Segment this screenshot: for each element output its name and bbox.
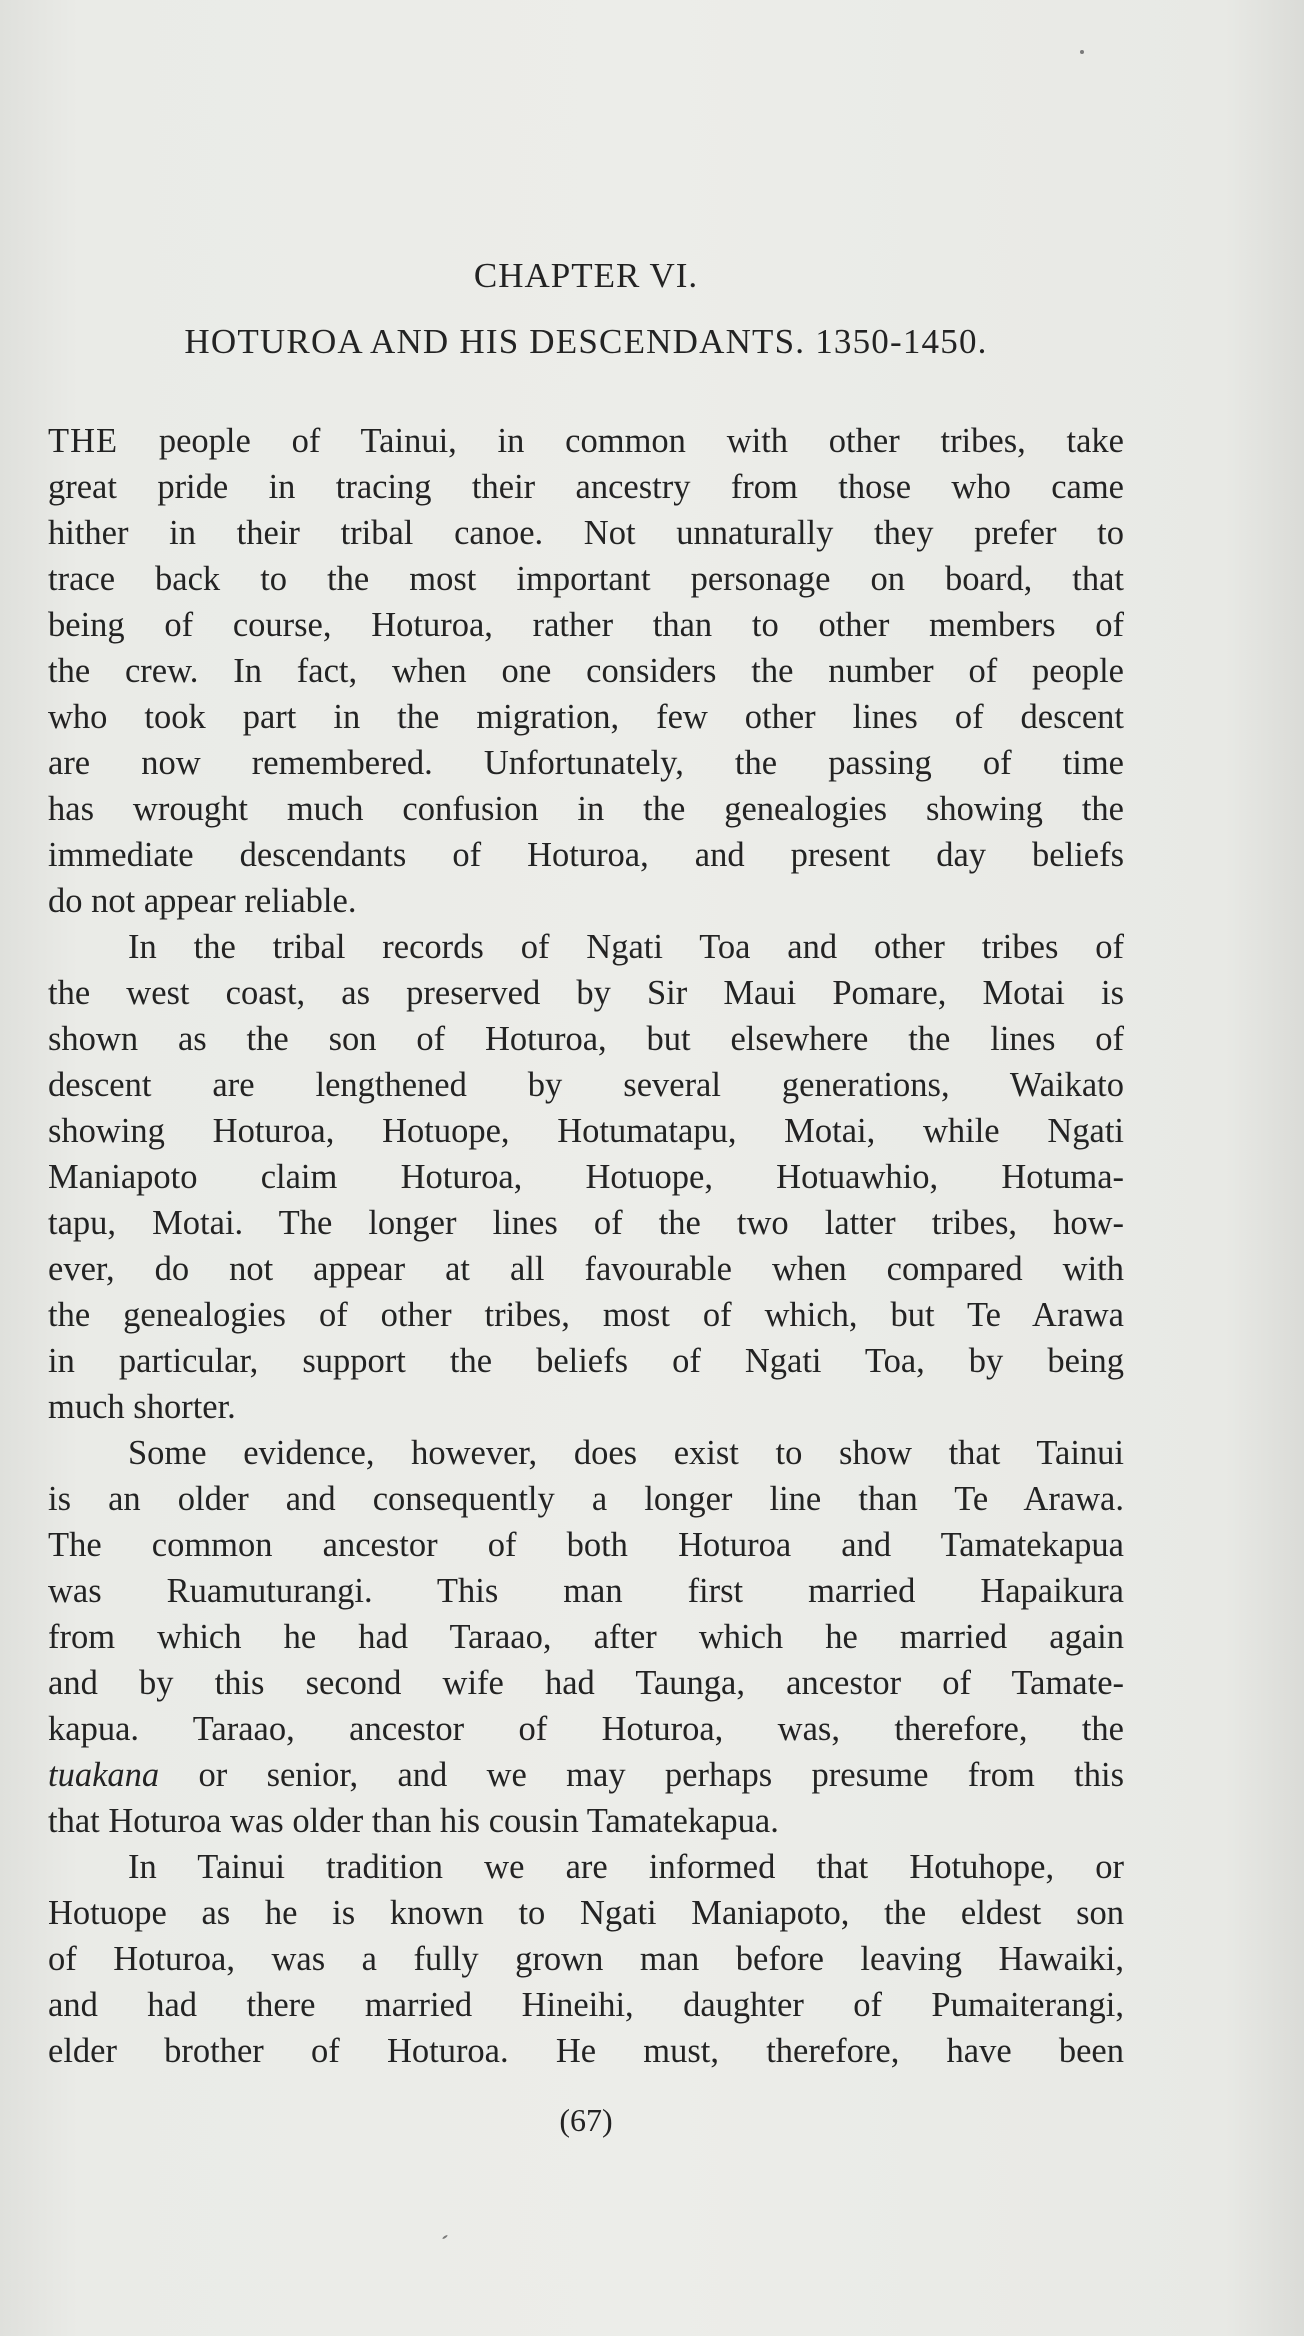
text-line: shown as the son of Hoturoa, but elsewhere the lines of xyxy=(48,1020,1124,1058)
text-line: great pride in tracing their ancestry from those who came xyxy=(48,468,1124,506)
chapter-heading: CHAPTER VI. xyxy=(473,256,699,295)
text-line: being of course, Hoturoa, rather than to other members of xyxy=(48,606,1124,644)
text-line: kapua. Taraao, ancestor of Hoturoa, was, therefore, the xyxy=(48,1710,1124,1748)
text-line: trace back to the most important personage on board, that xyxy=(48,560,1124,598)
text-line: tuakana or senior, and we may perhaps presume from this xyxy=(48,1756,1124,1794)
text-line: the genealogies of other tribes, most of which, but Te Arawa xyxy=(48,1296,1124,1334)
text-line: immediate descendants of Hoturoa, and present day beliefs xyxy=(48,836,1124,874)
text-line: THE people of Tainui, in common with other tribes, take xyxy=(48,422,1124,460)
text-line: Maniapoto claim Hoturoa, Hotuope, Hotuawhio, Hotuma- xyxy=(48,1158,1124,1196)
show-through-text xyxy=(150,40,1190,86)
text-line: has wrought much confusion in the genealogies showing the xyxy=(48,790,1124,828)
text-line: elder brother of Hoturoa. He must, therefore, have been xyxy=(48,2032,1124,2070)
text-line: the west coast, as preserved by Sir Maui Pomare, Motai is xyxy=(48,974,1124,1012)
paragraph xyxy=(48,1844,1124,2074)
paragraph xyxy=(48,418,1124,924)
paper-speck xyxy=(1080,50,1084,54)
text-line: are now remembered. Unfortunately, the passing of time xyxy=(48,744,1124,782)
text-line: is an older and consequently a longer line than Te Arawa. xyxy=(48,1480,1124,1518)
text-line: that Hoturoa was older than his cousin Tamatekapua. xyxy=(48,1802,779,1840)
text-line: and by this second wife had Taunga, ancestor of Tamate- xyxy=(48,1664,1124,1702)
paper-speck xyxy=(442,2234,448,2239)
text-line: the crew. In fact, when one considers the number of people xyxy=(48,652,1124,690)
chapter-title: HOTUROA AND HIS DESCENDANTS. 1350-1450. xyxy=(184,322,988,361)
text-line: The common ancestor of both Hoturoa and Tamatekapua xyxy=(48,1526,1124,1564)
text-line: much shorter. xyxy=(48,1388,236,1426)
text-line: of Hoturoa, was a fully grown man before leaving Hawaiki, xyxy=(48,1940,1124,1978)
text-line: do not appear reliable. xyxy=(48,882,357,920)
text-line: In Tainui tradition we are informed that Hotuhope, or xyxy=(128,1848,1124,1886)
paragraph xyxy=(48,1430,1124,1844)
text-line: ever, do not appear at all favourable when compared with xyxy=(48,1250,1124,1288)
body-text xyxy=(48,418,1124,2074)
text-line: hither in their tribal canoe. Not unnaturally they prefer to xyxy=(48,514,1124,552)
text-line: was Ruamuturangi. This man first married Hapaikura xyxy=(48,1572,1124,1610)
paragraph xyxy=(48,924,1124,1430)
text-line: in particular, support the beliefs of Ngati Toa, by being xyxy=(48,1342,1124,1380)
text-line: Hotuope as he is known to Ngati Maniapoto, the eldest son xyxy=(48,1894,1124,1932)
text-line: who took part in the migration, few other lines of descent xyxy=(48,698,1124,736)
text-line: and had there married Hineihi, daughter of Pumaiterangi, xyxy=(48,1986,1124,2024)
small-caps-lead: THE xyxy=(48,422,119,460)
page-number: (67) xyxy=(559,2102,613,2138)
text-line: from which he had Taraao, after which he married again xyxy=(48,1618,1124,1656)
text-line: showing Hoturoa, Hotuope, Hotumatapu, Motai, while Ngati xyxy=(48,1112,1124,1150)
text-line: descent are lengthened by several generations, Waikato xyxy=(48,1066,1124,1104)
text-line: In the tribal records of Ngati Toa and other tribes of xyxy=(128,928,1124,966)
italic-term: tuakana xyxy=(48,1756,160,1794)
text-line: tapu, Motai. The longer lines of the two latter tribes, how- xyxy=(48,1204,1124,1242)
text-line: Some evidence, however, does exist to show that Tainui xyxy=(128,1434,1124,1472)
